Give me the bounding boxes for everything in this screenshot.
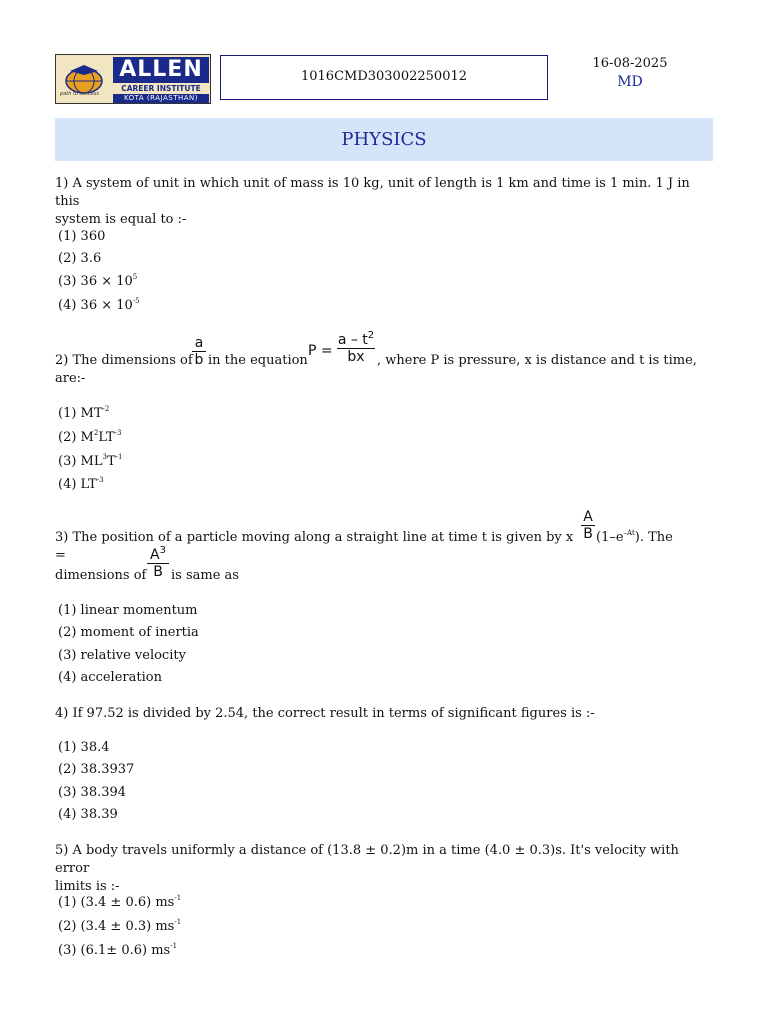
paper-code-box: 1016CMD303002250012 — [220, 55, 548, 100]
question-2-line1: 2) The dimensions of — [55, 353, 193, 368]
question-2-line2: are:- — [55, 371, 86, 386]
question-3-line1-tail: $(1-e^{-At})$. The — [596, 529, 673, 545]
question-3-option-2: (2) moment of inertia — [58, 625, 199, 640]
question-3-option-1: (1) linear momentum — [58, 603, 198, 618]
question-2-fraction-a-over-b: a b — [192, 335, 206, 368]
question-4-option-2: (2) 38.3937 — [58, 762, 135, 777]
question-3-line1: 3) The position of a particle moving along a straight line at time t is given by x = — [55, 530, 574, 563]
subject-heading: PHYSICS — [55, 118, 713, 161]
question-2-equation-lhs: P = — [308, 343, 333, 359]
question-2-text-in-equation: in the equation — [208, 353, 308, 368]
question-2-text-tail: , where P is pressure, x is distance and t is time, — [377, 353, 697, 368]
question-2-option-2: (2) $M^2LT^{-3}$ — [58, 429, 122, 445]
question-1-option-4: (4) $36 \times 10^{-5}$ — [58, 297, 140, 313]
exam-date: 16-08-2025 — [592, 56, 668, 71]
question-5 — [55, 842, 715, 896]
question-3-fraction-a3-over-b: $A^3$ B — [147, 547, 169, 580]
question-2-option-4: (4) $LT^{-3}$ — [58, 476, 104, 492]
logo-subtitle: CAREER INSTITUTE — [121, 84, 201, 93]
question-1-text-line1: 1) A system of unit in which unit of mass is 10 kg, unit of length is 1 km and time is 1 min. 1 J in this — [55, 176, 690, 209]
question-5-option-3: (3) (6.1± 0.6) $ms^{-1}$ — [58, 942, 178, 958]
question-5-text-line1: 5) A body travels uniformly a distance of (13.8 ± 0.2)m in a time (4.0 ± 0.3)s. It's velocity with error — [55, 843, 679, 876]
question-1-option-2: (2) 3.6 — [58, 251, 102, 266]
question-2-equation-fraction: a – $t^2$ bx — [337, 330, 375, 365]
logo-brand: ALLEN — [113, 57, 209, 83]
question-1 — [55, 175, 715, 229]
question-4-option-3: (3) 38.394 — [58, 785, 127, 800]
question-4-option-4: (4) 38.39 — [58, 807, 118, 822]
logo-location: KOTA (RAJASTHAN) — [113, 94, 209, 103]
question-3-fraction-a-over-b: A B — [581, 509, 595, 542]
question-2-option-1: (1) $MT^{-2}$ — [58, 405, 110, 421]
allen-logo — [55, 54, 211, 104]
stream-label: MD — [617, 74, 643, 90]
question-1-option-1: (1) 360 — [58, 229, 106, 244]
question-1-option-3: (3) $36 \times 10^5$ — [58, 273, 138, 289]
question-4-text: 4) If 97.52 is divided by 2.54, the correct result in terms of significant figures is :- — [55, 706, 595, 721]
question-5-option-1: (1) (3.4 ± 0.6) $ms^{-1}$ — [58, 894, 182, 910]
question-3-option-3: (3) relative velocity — [58, 648, 186, 663]
question-3-line2-tail: is same as — [171, 568, 239, 583]
question-2-option-3: (3) $ML^3T^{-1}$ — [58, 453, 123, 469]
question-1-text-line2: system is equal to :- — [55, 212, 187, 227]
question-3-option-4: (4) acceleration — [58, 670, 162, 685]
question-5-text-line2: limits is :- — [55, 879, 120, 894]
question-3-line2: dimensions of — [55, 568, 147, 583]
question-5-option-2: (2) (3.4 ± 0.3) $ms^{-1}$ — [58, 918, 182, 934]
question-4-option-1: (1) 38.4 — [58, 740, 110, 755]
logo-tagline: path to success — [60, 91, 100, 97]
